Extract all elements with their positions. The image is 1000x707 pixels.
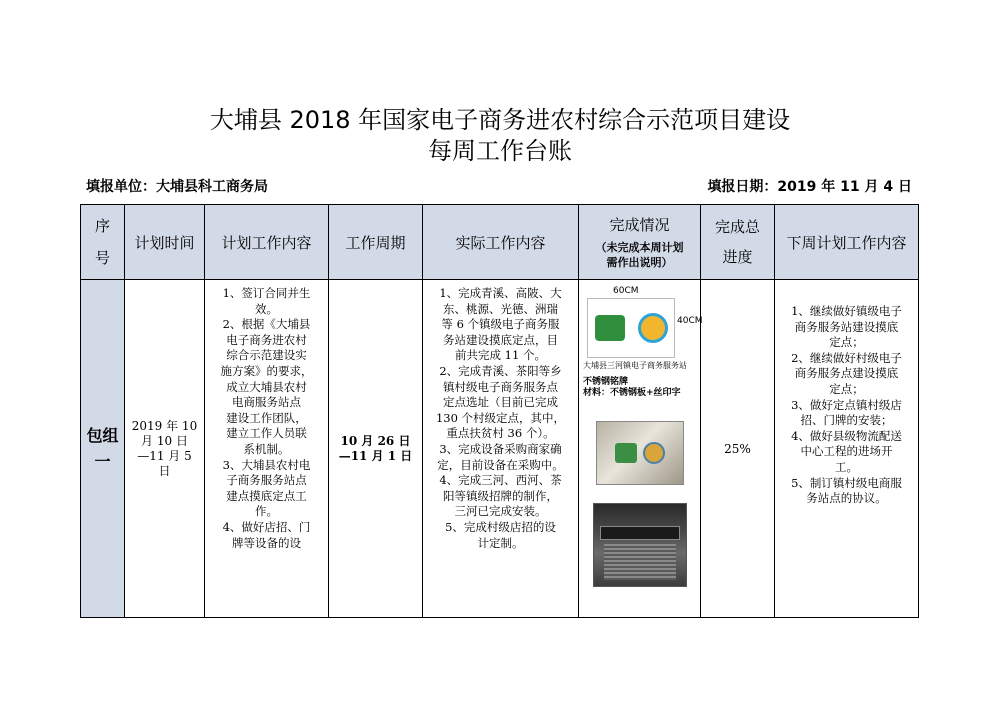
china-post-logo-icon (595, 315, 625, 341)
plan-content-line: 效。 (255, 301, 278, 316)
work-period-line: —11 月 1 日 (338, 448, 413, 463)
row-plan-content (205, 280, 329, 618)
document-title-line2: 每周工作台账 (428, 137, 572, 165)
plan-content-line: 综合示范建设实 (226, 348, 307, 363)
actual-content-line: 5、完成村级店招的设 (445, 519, 556, 534)
plan-content-line: 牌等设备的设 (232, 535, 301, 550)
actual-content-line: 阳等镇级招牌的制作， (443, 488, 558, 503)
actual-content-line: 镇村级电子商务服务点 (443, 379, 558, 394)
plan-time-line: 日 (158, 463, 171, 478)
plan-content-line: 建设工作团队， (226, 410, 307, 425)
signboard-mockup (587, 298, 675, 358)
sign-height-label: 40CM (677, 316, 703, 326)
header-completion (579, 205, 701, 280)
header-seq-line1: 序 (94, 217, 110, 235)
row-seq-line1: 包组 (86, 425, 119, 445)
actual-content-line: 定，目前设备在采购中。 (437, 457, 564, 472)
next-week-line: 定点； (829, 381, 864, 396)
next-week-line: 3、做好定点镇村级店 (791, 397, 902, 412)
actual-content-line: 1、完成青溪、高陂、大 (439, 286, 562, 300)
ecommerce-logo-icon (643, 442, 665, 464)
actual-content-line: 务站建设摸底定点，目 (443, 332, 558, 347)
installed-sign-photo (596, 421, 684, 485)
reporting-unit: 填报单位：大埔县科工商务局 (86, 179, 268, 195)
actual-content-line: 东、桃源、光德、洲瑞 (443, 301, 558, 316)
plan-content-line: 3、大埔县农村电 (222, 457, 311, 472)
header-row (81, 205, 919, 280)
next-week-line: 务站点的协议。 (806, 491, 887, 506)
document-title-line1: 大埔县 2018 年国家电子商务进农村综合示范项目建设 (209, 106, 791, 134)
row-plan-time (125, 280, 205, 618)
header-progress-line2: 进度 (722, 248, 753, 266)
actual-content-line: 130 个村级定点，其中， (435, 410, 566, 425)
header-next-week: 下周计划工作内容 (775, 205, 919, 280)
sign-material-title: 不锈钢铭牌 (583, 377, 629, 387)
next-week-line: 商务服务站建设摸底 (794, 319, 899, 334)
next-week-line: 2、继续做好村级电子 (791, 350, 902, 365)
weekly-ledger-table (80, 204, 919, 618)
sign-width-label: 60CM (613, 286, 639, 296)
plan-time-line: 2019 年 10 (131, 418, 198, 433)
plan-content-line: 子商务服务站点 (226, 473, 307, 488)
next-week-line: 1、继续做好镇级电子 (791, 304, 902, 318)
header-completion-title: 完成情况 (609, 216, 670, 234)
china-post-logo-icon (615, 443, 637, 463)
sign-material-desc: 材料：不锈钢板+丝印字 (583, 388, 681, 398)
actual-content-line: 三河已完成安装。 (454, 504, 547, 519)
next-week-line: 商务服务点建设摸底 (794, 366, 899, 381)
work-period-line: 10 月 26 日 (340, 433, 411, 448)
row-actual-content (423, 280, 579, 618)
plan-content-line: 作。 (255, 504, 278, 519)
header-plan-content: 计划工作内容 (205, 205, 329, 280)
next-week-line: 中心工程的进场开 (800, 444, 893, 459)
plan-time-line: —11 月 5 (137, 448, 192, 463)
table-row (81, 280, 919, 618)
actual-content-line: 3、完成设备采购商家确 (439, 441, 562, 456)
actual-content-line: 等 6 个镇级电子商务服 (441, 317, 560, 332)
next-week-line: 工。 (835, 459, 858, 474)
header-seq-line2: 号 (94, 249, 110, 267)
storefront-shutter (604, 544, 676, 580)
actual-content-line: 4、完成三河、西河、茶 (439, 473, 562, 488)
header-work-period: 工作周期 (329, 205, 423, 280)
sign-caption: 大埔县三河镇电子商务服务站 (583, 361, 687, 370)
actual-content-line: 前共完成 11 个。 (455, 348, 546, 363)
signboard-design-image (583, 286, 703, 399)
ecommerce-logo-icon (638, 313, 668, 343)
actual-content-line: 计定制。 (477, 535, 524, 550)
header-progress-line1: 完成总 (714, 218, 760, 236)
header-plan-time: 计划时间 (125, 205, 205, 280)
header-actual-content: 实际工作内容 (423, 205, 579, 280)
next-week-line: 4、做好县级物流配送 (791, 428, 902, 443)
next-week-line: 5、制订镇村级电商服 (791, 475, 902, 490)
row-seq (81, 280, 125, 618)
row-completion-photos (579, 280, 701, 618)
reporting-date: 填报日期：2019 年 11 月 4 日 (707, 179, 912, 195)
actual-content-line: 定点选址（目前已完成 (443, 395, 558, 410)
plan-content-line: 电商服务站点 (232, 395, 301, 410)
plan-content-line: 建立工作人员联 (226, 426, 307, 441)
row-work-period (329, 280, 423, 618)
plan-time-line: 月 10 日 (141, 433, 188, 448)
storefront-photo (593, 503, 687, 587)
header-completion-note-line2: 需作出说明） (606, 256, 673, 269)
row-progress: 25% (701, 280, 775, 618)
row-next-week (775, 280, 919, 618)
plan-content-line: 建点摸底定点工 (226, 488, 307, 503)
actual-content-line: 重点扶贫村 36 个）。 (446, 426, 555, 441)
header-completion-note-line1: （未完成本周计划 (595, 241, 684, 254)
next-week-line: 定点； (829, 335, 864, 350)
plan-content-line: 4、做好店招、门 (222, 519, 311, 534)
plan-content-line: 2、根据《大埔县 (222, 317, 311, 332)
plan-content-line: 电子商务进农村 (226, 332, 307, 347)
plan-content-line: 1、签订合同并生 (222, 286, 311, 300)
plan-content-line: 系机制。 (243, 441, 290, 456)
plan-content-line: 成立大埔县农村 (226, 379, 307, 394)
next-week-line: 招、门牌的安装； (800, 413, 893, 428)
storefront-signboard (600, 526, 680, 540)
row-seq-line2: 一 (94, 451, 111, 471)
header-progress (701, 205, 775, 280)
header-seq (81, 205, 125, 280)
actual-content-line: 2、完成青溪、茶阳等乡 (439, 363, 562, 378)
plan-content-line: 施方案》的要求， (220, 363, 313, 378)
